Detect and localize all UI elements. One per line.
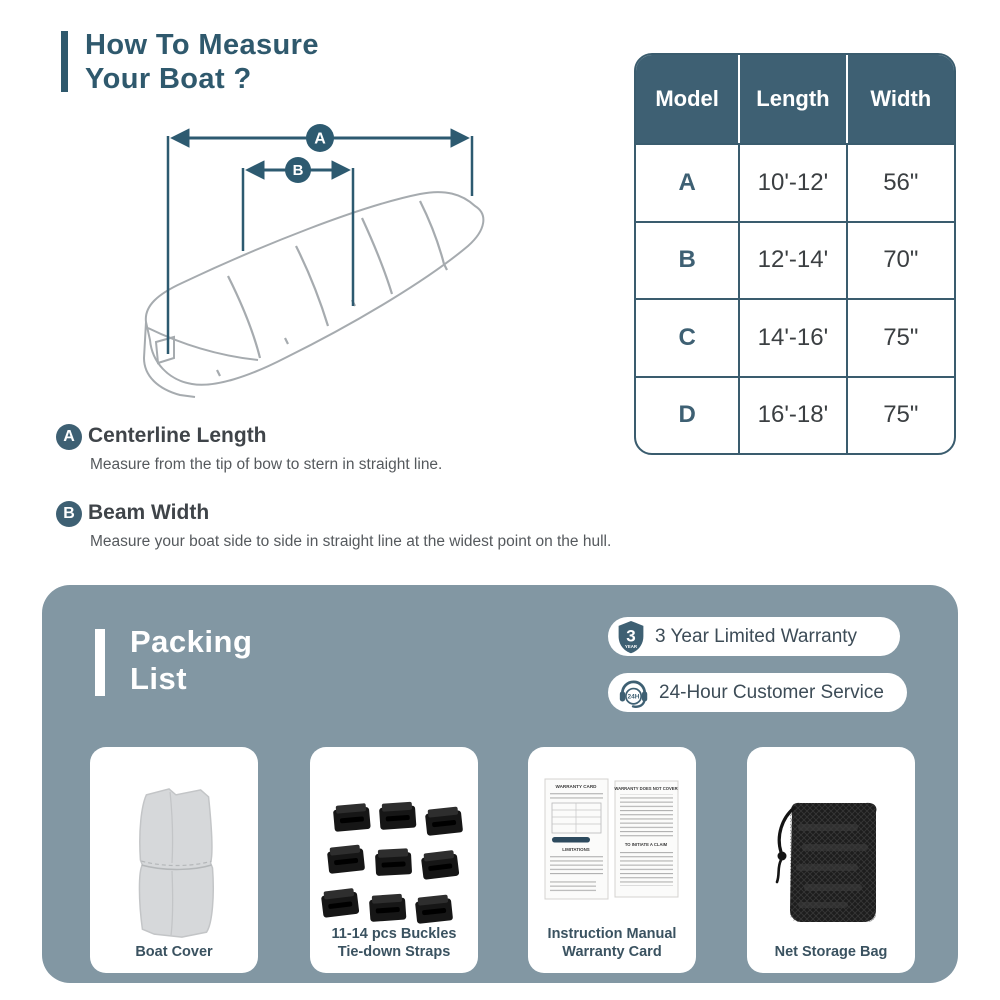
boat-measurement-diagram [100,106,520,408]
packing-accent-bar [95,629,105,696]
table-row-d-length: 16'-18' [738,376,845,454]
svg-text:WARRANTY DOES NOT COVER: WARRANTY DOES NOT COVER [614,786,678,791]
svg-text:WARRANTY CARD: WARRANTY CARD [555,784,597,789]
table-row-d-model: D [636,376,738,454]
svg-text:LIMITATIONS: LIMITATIONS [562,847,590,852]
table-row-a-width: 56" [846,143,954,221]
boat-cover-image [90,747,258,973]
title-accent-bar [61,31,68,92]
size-table [634,53,956,455]
marker-b-label: B [292,162,304,179]
page-title-line1: How To Measure [85,29,319,61]
warranty-badge-label: 3 Year Limited Warranty [655,625,858,647]
net-bag-label: Net Storage Bag [774,944,888,960]
packing-title-line2: List [130,661,188,696]
size-table-header-length: Length [738,55,845,143]
boat-outline [144,192,483,397]
note-b-description: Measure your boat side to side in straight line at the widest point on the hull. [90,533,612,550]
svg-text:3: 3 [626,625,636,645]
svg-text:TO INITIATE A CLAIM: TO INITIATE A CLAIM [624,842,668,847]
table-row-c-model: C [636,298,738,376]
manual-label: Instruction Manual Warranty Card [547,926,677,960]
table-row-b-width: 70" [846,221,954,299]
table-row-c-length: 14'-16' [738,298,845,376]
net-bag-image [747,747,915,973]
note-b-title: Beam Width [88,501,210,524]
packing-list-section [42,585,958,983]
table-row-d-width: 75" [846,376,954,454]
size-table-header-model: Model [636,55,738,143]
packing-title-line1: Packing [130,624,253,659]
note-a-description: Measure from the tip of bow to stern in straight line. [90,456,443,473]
page-title [85,28,319,96]
marker-a-label: A [314,130,326,148]
size-table-header-width: Width [846,55,954,143]
table-row-c-width: 75" [846,298,954,376]
buckles-label: 11-14 pcs Buckles Tie-down Straps [331,926,457,960]
packing-item-boat-cover [90,747,258,973]
warranty-badge [608,617,900,656]
table-row-a-model: A [636,143,738,221]
svg-text:24H: 24H [627,693,640,701]
shield-3year-icon [616,620,646,654]
note-a-title: Centerline Length [88,424,267,447]
packing-title [130,623,252,697]
customer-service-badge-label: 24-Hour Customer Service [659,681,884,703]
packing-item-manual [528,747,696,973]
packing-item-net-bag [747,747,915,973]
boat-cover-label: Boat Cover [135,944,213,960]
svg-text:YEAR: YEAR [624,643,638,649]
page-title-line2: Your Boat ? [85,63,252,95]
customer-service-badge [608,673,907,712]
table-row-b-model: B [636,221,738,299]
note-b-badge: B [56,501,82,527]
table-row-b-length: 12'-14' [738,221,845,299]
table-row-a-length: 10'-12' [738,143,845,221]
headset-24h-icon [616,677,650,709]
note-a-badge: A [56,424,82,450]
packing-item-buckles [310,747,478,973]
